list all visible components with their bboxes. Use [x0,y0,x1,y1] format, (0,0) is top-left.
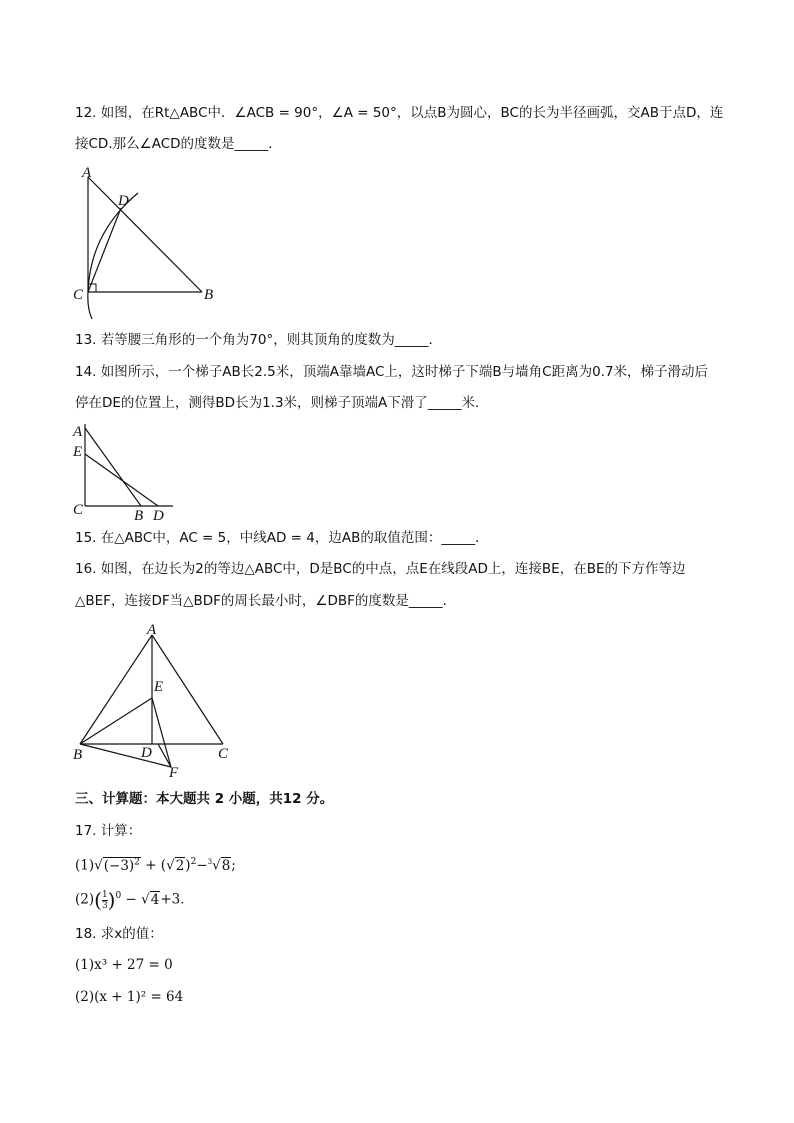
q16-label-a: A [147,622,157,638]
q14-label-a: A [73,424,83,440]
q17-p1-a: (−3) [103,857,135,874]
q12-line2: 接CD.那么∠ACD的度数是_____． [75,136,282,152]
q17-p1-plus: + ( [140,857,167,874]
q18-part1: (1)x³ + 27 = 0 [75,957,173,973]
q17-p2-root: 4 [150,891,160,908]
q17-p1-close: ) [185,857,191,874]
q16-label-d: D [141,745,152,761]
q14-line1: 14. 如图所示，一个梯子AB长2.5米，顶端A靠墙AC上，这时梯子下端B与墙角C距离为0.7米，梯子滑动后 [75,364,709,380]
q16-label-c: C [218,746,229,762]
q12-label-c: C [73,287,84,303]
cbrt-icon: √ [212,857,221,874]
sqrt-icon: √ [166,857,175,874]
q12-label-d: D [118,193,129,209]
q17-p1-idx: 3 [207,858,213,866]
section-heading: 三、计算题：本大题共 2 小题，共12 分。 [75,791,334,807]
q17-p1-label: (1) [75,857,95,874]
q15-text: 15. 在△ABC中，AC = 5，中线AD = 4，边AB的取值范围：_____． [75,530,489,546]
q18-part2: (2)(x + 1)² = 64 [75,989,184,1005]
q12-label-b: B [204,287,214,303]
q17-p1-minus: − [196,857,208,874]
q12-label-a: A [82,165,92,181]
q17-p1-exp: 2 [134,857,140,867]
q17-p2-exp: 0 [115,891,122,901]
q17-title: 17. 计算： [75,823,142,839]
q17-part2: (2)( $\frac{1}{3}$ )$^0$ − √4+3． [75,888,194,912]
q13-text: 13. 若等腰三角形的一个角为70°，则其顶角的度数为_____． [75,332,442,348]
q12-figure [70,163,230,321]
q17-p2-fraction: $\frac{1}{3}$ [101,889,108,911]
q14-label-b: B [134,508,144,522]
sqrt-icon: √ [141,891,150,908]
q14-line2: 停在DE的位置上，测得BD长为1.3米，则梯子顶端A下滑了_____米． [75,395,489,411]
q14-label-d: D [153,508,164,522]
q17-p2-minus: − [121,891,142,908]
q17-p2-label: (2) [75,891,95,908]
q18-title: 18. 求x的值： [75,926,163,942]
q17-p2-end: +3． [160,891,194,908]
q16-label-e: E [154,679,164,695]
q14-label-c: C [73,502,84,518]
q17-part1 [75,852,236,876]
q16-figure [68,620,238,780]
q14-label-e: E [73,444,83,460]
q17-p1-exp2: 2 [190,857,197,867]
q16-line2: △BEF，连接DF当△BDF的周长最小时，∠DBF的度数是_____． [75,593,457,609]
q17-p1-end: ; [231,857,236,874]
sqrt-icon: √ [94,857,103,874]
q17-p1-root2: 2 [175,857,185,874]
q12-line1: 12. 如图，在Rt△ABC中．∠ACB = 90°，∠A = 50°，以点B为圆心，BC的长为半径画弧，交AB于点D，连 [75,105,724,121]
q16-label-b: B [73,747,83,763]
q16-line1: 16. 如图，在边长为2的等边△ABC中，D是BC的中点，点E在线段AD上，连接BE，在BE的下方作等边 [75,561,686,577]
q17-p1-root8: 8 [221,857,231,874]
q16-label-f: F [169,765,179,780]
q14-figure [70,420,180,522]
